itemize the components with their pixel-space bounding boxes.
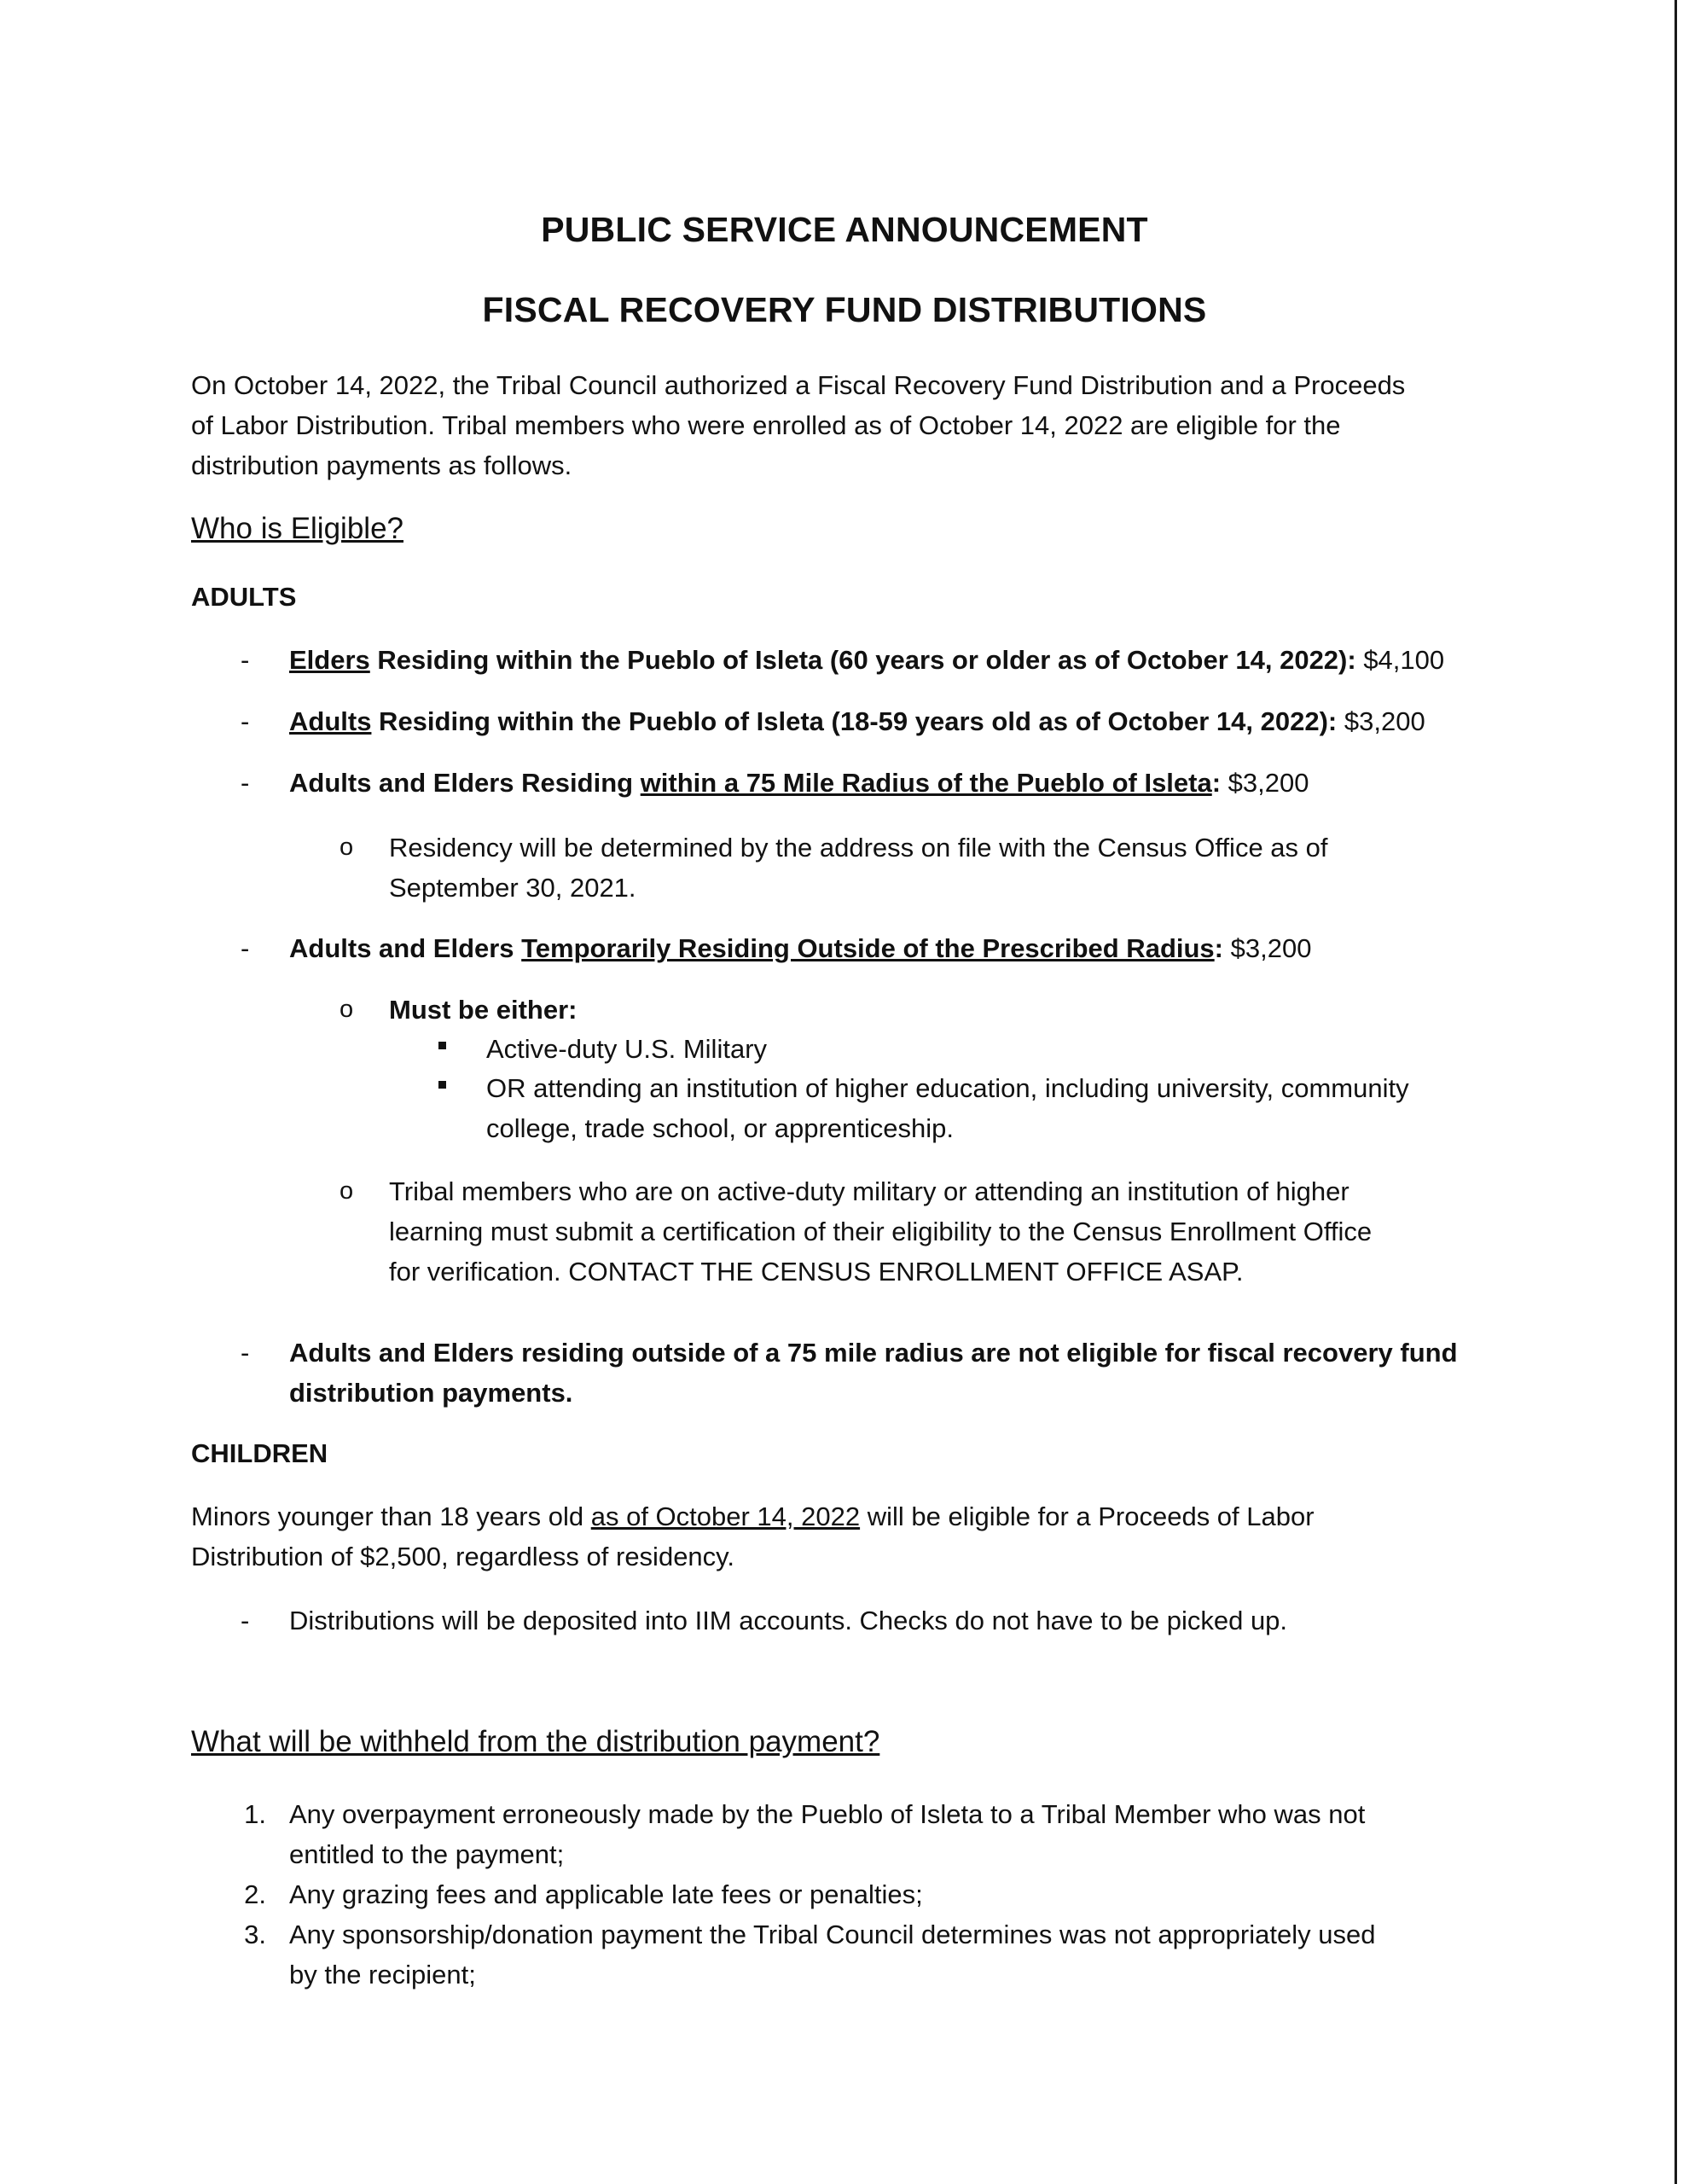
square-bullet: [438, 1042, 446, 1049]
children-paragraph: [191, 1496, 1315, 1577]
adults-label: ADULTS: [191, 582, 297, 612]
certification-line: Tribal members who are on active-duty military or attending an institution of higher: [389, 1176, 1349, 1206]
withheld-heading: What will be withheld from the distribution payment?: [191, 1725, 880, 1758]
certification-line: for verification. CONTACT THE CENSUS ENROLLMENT OFFICE ASAP.: [389, 1257, 1244, 1287]
list-number: 2.: [244, 1879, 266, 1909]
dash-bullet: -: [241, 1338, 250, 1368]
ineligible-notice: [289, 1333, 1458, 1413]
list-number: 3.: [244, 1920, 266, 1949]
dash-bullet: -: [241, 768, 250, 798]
list-item-line: Any overpayment erroneously made by the Pueblo of Isleta to a Tribal Member who was not: [289, 1799, 1366, 1829]
list-item-line: by the recipient;: [289, 1960, 476, 1989]
list-item: [289, 1914, 1375, 1995]
radius-amount: $3,200: [1221, 768, 1309, 798]
elders-amount: $4,100: [1355, 645, 1445, 675]
eligibility-heading: Who is Eligible?: [191, 512, 403, 545]
adults-term: Adults: [289, 706, 372, 736]
children-text: will be eligible for a Proceeds of Labor: [860, 1502, 1315, 1531]
residency-note: [389, 828, 1328, 908]
list-item-line: entitled to the payment;: [289, 1839, 565, 1869]
option-line: OR attending an institution of higher education, including university, community: [486, 1073, 1409, 1103]
document-subtitle: FISCAL RECOVERY FUND DISTRIBUTIONS: [482, 290, 1207, 329]
adults-criteria: Residing within the Pueblo of Isleta (18-59 years old as of October 14, 2022):: [371, 706, 1338, 736]
temporary-colon: :: [1214, 933, 1223, 963]
square-bullet: [438, 1081, 446, 1089]
adults-item: [289, 701, 1425, 741]
list-item: Any grazing fees and applicable late fees or penalties;: [289, 1879, 923, 1909]
temporary-amount: $3,200: [1223, 933, 1312, 963]
residency-line: Residency will be determined by the address on file with the Census Office as of: [389, 833, 1328, 863]
scan-border-line: [1674, 0, 1677, 2184]
elders-criteria: Residing within the Pueblo of Isleta (60 years or older as of October 14, 2022):: [369, 645, 1356, 675]
dash-bullet: -: [241, 1606, 250, 1635]
adults-amount: $3,200: [1337, 706, 1425, 736]
option-line: college, trade school, or apprenticeship.: [486, 1113, 954, 1143]
intro-line: distribution payments as follows.: [191, 450, 572, 480]
list-item: [289, 1794, 1365, 1874]
circle-bullet: o: [340, 834, 354, 861]
circle-bullet: o: [340, 1177, 354, 1205]
elders-item: [289, 640, 1444, 680]
elders-term: Elders: [289, 645, 370, 675]
dash-bullet: -: [241, 645, 250, 675]
ineligible-line: distribution payments.: [289, 1378, 573, 1408]
intro-line: On October 14, 2022, the Tribal Council authorized a Fiscal Recovery Fund Distribution and a Proceeds: [191, 370, 1406, 400]
children-line: [191, 1496, 1315, 1536]
radius-term: within a 75 Mile Radius of the Pueblo of Isleta: [640, 768, 1212, 798]
children-line: Distribution of $2,500, regardless of residency.: [191, 1542, 734, 1571]
deposit-note: Distributions will be deposited into IIM accounts. Checks do not have to be picked up.: [289, 1606, 1288, 1635]
dash-bullet: -: [241, 933, 250, 963]
temporary-item: [289, 928, 1311, 968]
children-text: Minors younger than 18 years old: [191, 1502, 591, 1531]
must-be-either: Must be either:: [389, 995, 578, 1025]
option-education: [486, 1068, 1409, 1148]
ineligible-line: Adults and Elders residing outside of a 75 mile radius are not eligible for fiscal recovery fund: [289, 1338, 1458, 1368]
radius-item: [289, 763, 1309, 803]
dash-bullet: -: [241, 706, 250, 736]
certification-line: learning must submit a certification of their eligibility to the Census Enrollment Office: [389, 1217, 1373, 1246]
list-item-line: Any sponsorship/donation payment the Tribal Council determines was not appropriately used: [289, 1920, 1376, 1949]
temporary-term: Temporarily Residing Outside of the Prescribed Radius: [521, 933, 1215, 963]
residency-line: September 30, 2021.: [389, 873, 636, 903]
intro-paragraph: [191, 365, 1405, 485]
children-date: as of October 14, 2022: [590, 1502, 861, 1531]
circle-bullet: o: [340, 996, 354, 1023]
radius-criteria: Adults and Elders Residing: [289, 768, 641, 798]
children-label: CHILDREN: [191, 1438, 328, 1468]
option-military: Active-duty U.S. Military: [486, 1034, 768, 1064]
certification-note: [389, 1171, 1372, 1292]
radius-colon: :: [1211, 768, 1222, 798]
list-number: 1.: [244, 1799, 266, 1829]
temporary-criteria: Adults and Elders: [289, 933, 522, 963]
announcement-title: PUBLIC SERVICE ANNOUNCEMENT: [541, 210, 1148, 249]
intro-line: of Labor Distribution. Tribal members who were enrolled as of October 14, 2022 are eligible for the: [191, 410, 1341, 440]
